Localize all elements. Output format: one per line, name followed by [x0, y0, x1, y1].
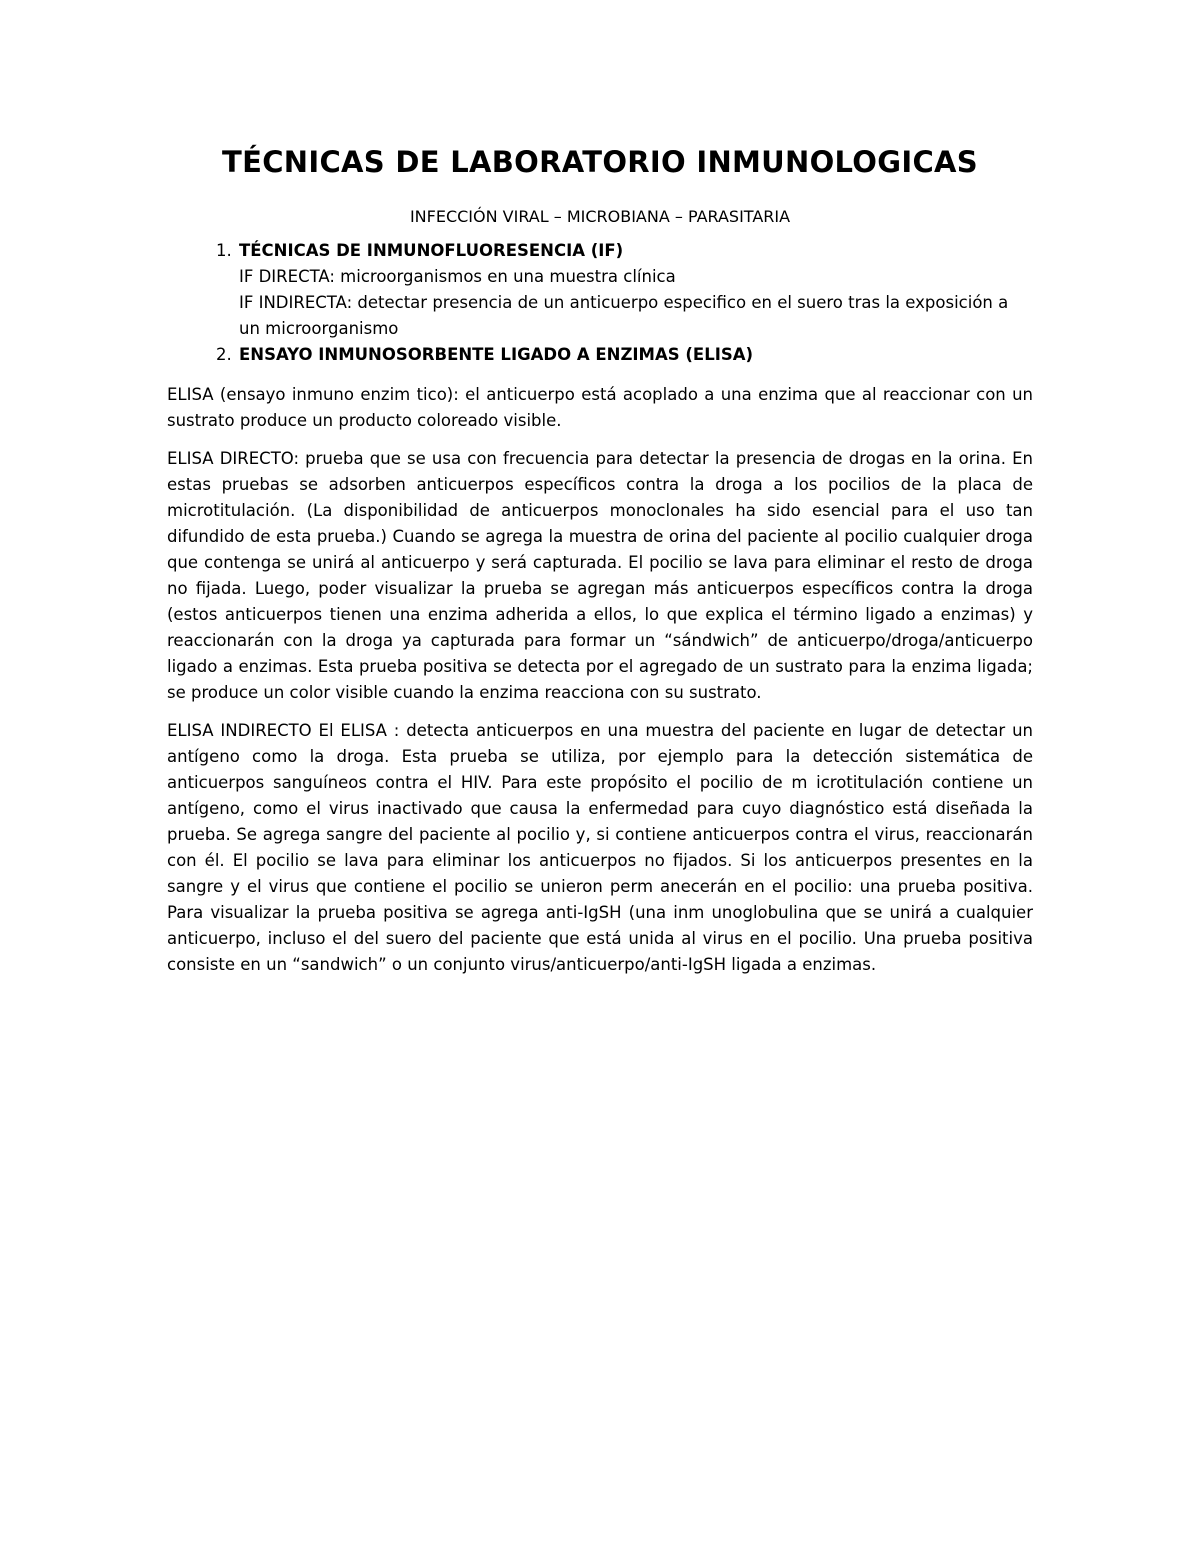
section-heading: 1. TÉCNICAS DE INMUNOFLUORESENCIA (IF) [239, 241, 624, 260]
paragraph-elisa-indirecto: ELISA INDIRECTO El ELISA : detecta anticuerpos en una muestra del paciente en lugar de detectar un antígeno como la droga. Esta prueba se utiliza, por ejemplo para la detección sistemática de anticuerpos sanguíneos contra el HIV. Para este propósito el pocilio de m icrotitulación contiene un antígeno, como el virus inactivado que causa la enfermedad para cuyo diagnóstico está diseñada la prueba. Se agrega sangre del paciente al pocilio y, si contiene anticuerpos contra el virus, reaccionarán con él. El pocilio se lava para eliminar los anticuerpos no fijados. Si los anticuerpos presentes en la sangre y el virus que contiene el pocilio se unieron perm anecerán en el pocilio: una prueba positiva. Para visualizar la prueba positiva se agrega anti-IgSH (una inm unoglobulina que se unirá a cualquier anticuerpo, incluso el del suero del paciente que está unida al virus en el pocilio. Una prueba positiva consiste en un “sandwich” o un conjunto virus/anticuerpo/anti-IgSH ligada a enzimas. [167, 721, 1033, 974]
section-item [237, 238, 1033, 342]
paragraph-elisa-definition: ELISA (ensayo inmuno enzim tico): el anticuerpo está acoplado a una enzima que al reaccionar con un sustrato produce un producto coloreado visible. [167, 385, 1033, 430]
section-line: IF DIRECTA: microorganismos en una muestra clínica [239, 267, 676, 286]
document-title: TÉCNICAS DE LABORATORIO INMUNOLOGICAS [222, 145, 978, 179]
document-page [167, 140, 1033, 978]
section-list [167, 238, 1033, 368]
paragraph-elisa-directo: ELISA DIRECTO: prueba que se usa con frecuencia para detectar la presencia de drogas en la orina. En estas pruebas se adsorben anticuerpos específicos contra la droga a los pocilios de la placa de microtitulación. (La disponibilidad de anticuerpos monoclonales ha sido esencial para el uso tan difundido de esta prueba.) Cuando se agrega la muestra de orina del paciente al pocilio cualquier droga que contenga se unirá al anticuerpo y será capturada. El pocilio se lava para eliminar el resto de droga no fijada. Luego, poder visualizar la prueba se agregan más anticuerpos específicos contra la droga (estos anticuerpos tienen una enzima adherida a ellos, lo que explica el término ligado a enzimas) y reaccionarán con la droga ya capturada para formar un “sándwich” de anticuerpo/droga/anticuerpo ligado a enzimas. Esta prueba positiva se detecta por el agregado de un sustrato para la enzima ligada; se produce un color visible cuando la enzima reacciona con su sustrato. [167, 449, 1033, 702]
section-heading: 2. ENSAYO INMUNOSORBENTE LIGADO A ENZIMAS (ELISA) [239, 345, 754, 364]
section-line: IF INDIRECTA: detectar presencia de un anticuerpo especifico en el suero tras la exposición a un microorganismo [239, 293, 1009, 338]
section-item [237, 342, 1033, 368]
document-subtitle: INFECCIÓN VIRAL – MICROBIANA – PARASITARIA [409, 207, 791, 226]
